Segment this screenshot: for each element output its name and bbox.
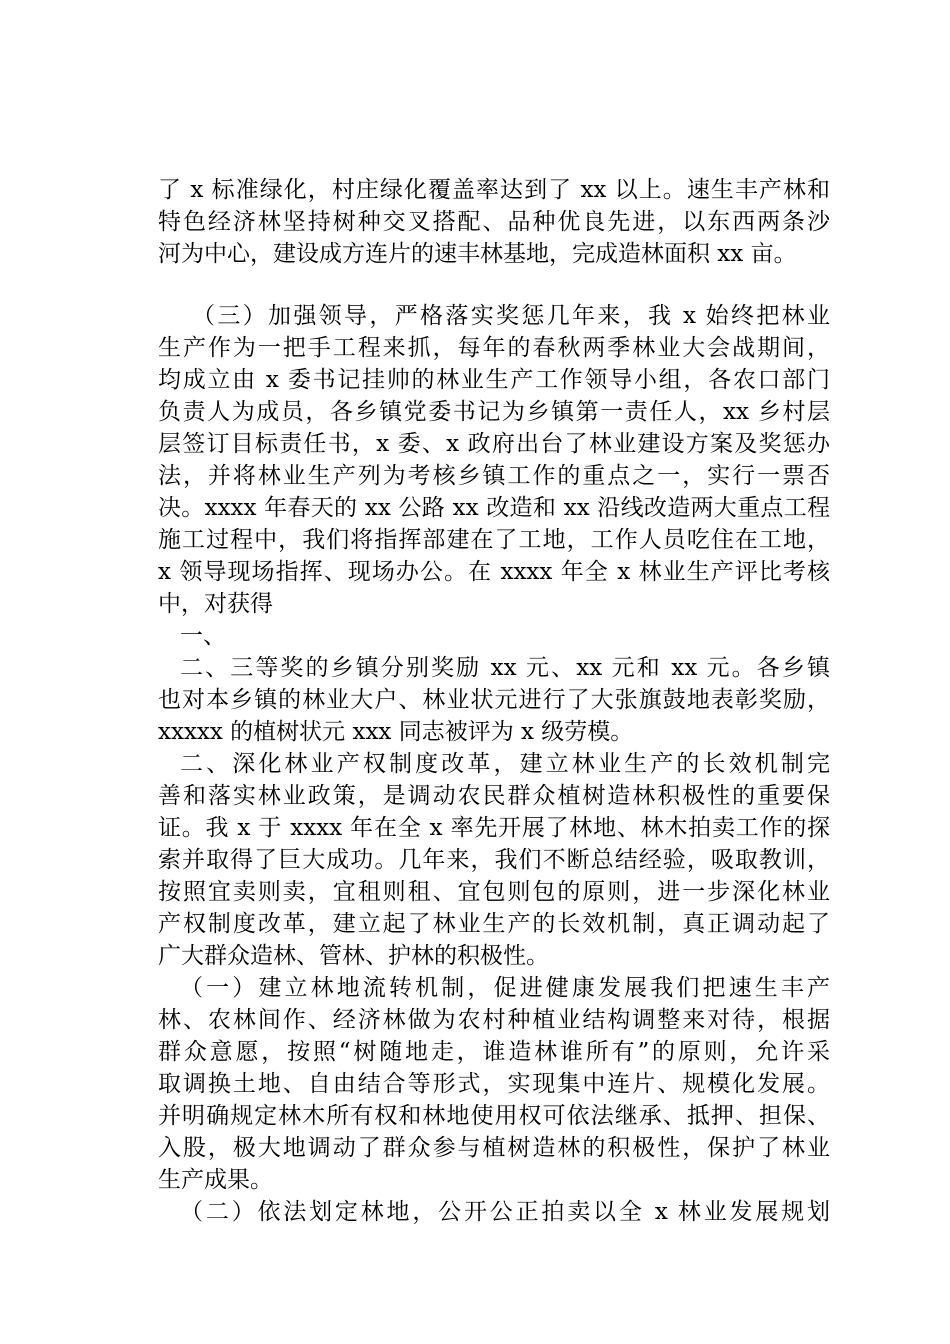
text-line: 证。我 x 于 xxxx 年在全 x 率先开展了林地、林木拍卖工作的探 bbox=[158, 815, 830, 841]
text-line: 法，并将林业生产列为考核乡镇工作的重点之一，实行一票否 bbox=[158, 463, 830, 489]
text-line: 中，对获得 bbox=[158, 591, 273, 617]
text-line: 产权制度改革，建立起了林业生产的长效机制，真正调动起了 bbox=[158, 911, 830, 937]
text-line: 均成立由 x 委书记挂帅的林业生产工作领导小组，各农口部门 bbox=[158, 367, 830, 393]
text-line: 群众意愿，按照“树随地走，谁造林谁所有”的原则，允许采 bbox=[158, 1039, 830, 1065]
text-line: （三）加强领导，严格落实奖惩几年来，我 x 始终把林业 bbox=[192, 303, 830, 329]
text-line: 广大群众造林、管林、护林的积极性。 bbox=[158, 943, 549, 969]
text-line: 负责人为成员，各乡镇党委书记为乡镇第一责任人，xx 乡村层 bbox=[158, 399, 830, 425]
text-line: 决。xxxx 年春天的 xx 公路 xx 改造和 xx 沿线改造两大重点工程 bbox=[158, 495, 830, 521]
text-line: 二、深化林业产权制度改革，建立林业生产的长效机制完 bbox=[180, 751, 830, 777]
text-line: 河为中心，建设成方连片的速丰林基地，完成造林面积 xx 亩。 bbox=[158, 241, 797, 267]
text-line: 生产成果。 bbox=[158, 1167, 273, 1193]
text-line: 按照宜卖则卖，宜租则租、宜包则包的原则，进一步深化林业 bbox=[158, 879, 830, 905]
text-line: 林、农林间作、经济林做为农村种植业结构调整来对待，根据 bbox=[158, 1007, 830, 1033]
text-line: 了 x 标准绿化，村庄绿化覆盖率达到了 xx 以上。速生丰产林和 bbox=[158, 177, 830, 203]
text-line: （一）建立林地流转机制，促进健康发展我们把速生丰产 bbox=[180, 975, 830, 1001]
text-line: 善和落实林业政策，是调动农民群众植树造林积极性的重要保 bbox=[158, 783, 830, 809]
text-line: 也对本乡镇的林业大户、林业状元进行了大张旗鼓地表彰奖励， bbox=[158, 687, 830, 713]
text-line: 特色经济林坚持树种交叉搭配、品种优良先进，以东西两条沙 bbox=[158, 209, 830, 235]
text-line: 施工过程中，我们将指挥部建在了工地，工作人员吃住在工地， bbox=[158, 527, 830, 553]
text-line: 一、 bbox=[180, 623, 226, 649]
text-line: 生产作为一把手工程来抓，每年的春秋两季林业大会战期间， bbox=[158, 335, 830, 361]
text-line: 取调换土地、自由结合等形式，实现集中连片、规模化发展。 bbox=[158, 1071, 830, 1097]
text-line: （二）依法划定林地，公开公正拍卖以全 x 林业发展规划 bbox=[180, 1199, 830, 1225]
text-line: xxxxx 的植树状元 xxx 同志被评为 x 级劳模。 bbox=[158, 719, 634, 745]
text-line: x 领导现场指挥、现场办公。在 xxxx 年全 x 林业生产评比考核 bbox=[158, 559, 830, 585]
text-line: 索并取得了巨大成功。几年来，我们不断总结经验，吸取教训， bbox=[158, 847, 830, 873]
text-line: 二、三等奖的乡镇分别奖励 xx 元、xx 元和 xx 元。各乡镇 bbox=[180, 655, 830, 681]
text-line: 并明确规定林木所有权和林地使用权可依法继承、抵押、担保、 bbox=[158, 1103, 830, 1129]
text-line: 入股，极大地调动了群众参与植树造林的积极性，保护了林业 bbox=[158, 1135, 830, 1161]
text-line: 层签订目标责任书，x 委、x 政府出台了林业建设方案及奖惩办 bbox=[158, 431, 830, 457]
